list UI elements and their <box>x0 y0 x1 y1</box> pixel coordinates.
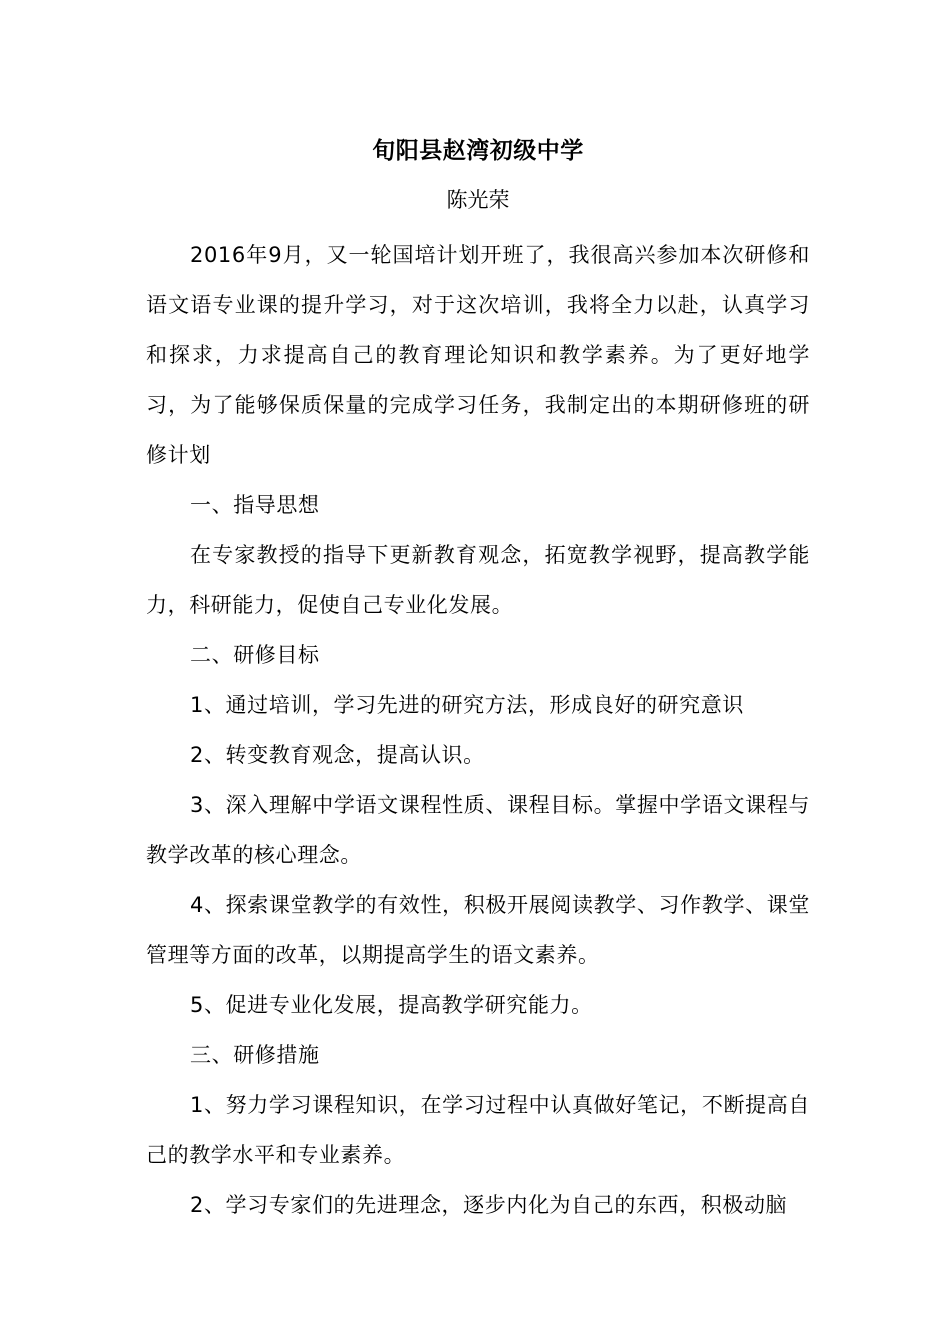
goal-item-1: 1、通过培训，学习先进的研究方法，形成良好的研究意识 <box>190 693 744 717</box>
goal-item-4: 4、探索课堂教学的有效性，积极开展阅读教学、习作教学、课堂管理等方面的改革，以期提高学生的语文素养。 <box>146 893 810 967</box>
paragraph-guiding-thought: 在专家教授的指导下更新教育观念，拓宽教学视野，提高教学能力，科研能力，促使自己专业化发展。 <box>146 543 810 617</box>
measure-item-1: 1、努力学习课程知识，在学习过程中认真做好笔记，不断提高自己的教学水平和专业素养。 <box>146 1093 810 1167</box>
document-content <box>146 132 810 1230</box>
document-author: 陈光荣 <box>446 188 510 212</box>
document-title: 旬阳县赵湾初级中学 <box>372 138 584 164</box>
goal-item-2: 2、转变教育观念，提高认识。 <box>190 743 485 767</box>
paragraph-intro: 2016年9月，又一轮国培计划开班了，我很高兴参加本次研修和语文语专业课的提升学习，对于这次培训，我将全力以赴，认真学习和探求，力求提高自己的教育理论知识和教学素养。为了更好地学习，为了能够保质保量的完成学习任务，我制定出的本期研修班的研修计划 <box>146 243 810 467</box>
measure-item-2: 2、学习专家们的先进理念，逐步内化为自己的东西，积极动脑 <box>190 1193 788 1217</box>
goal-item-3: 3、深入理解中学语文课程性质、课程目标。掌握中学语文课程与教学改革的核心理念。 <box>146 793 810 867</box>
goal-item-5: 5、促进专业化发展，提高教学研究能力。 <box>190 993 593 1017</box>
document-body <box>146 230 810 1230</box>
heading-guiding-thought: 一、指导思想 <box>190 493 320 517</box>
heading-study-goals: 二、研修目标 <box>190 643 320 667</box>
heading-study-measures: 三、研修措施 <box>190 1043 320 1067</box>
